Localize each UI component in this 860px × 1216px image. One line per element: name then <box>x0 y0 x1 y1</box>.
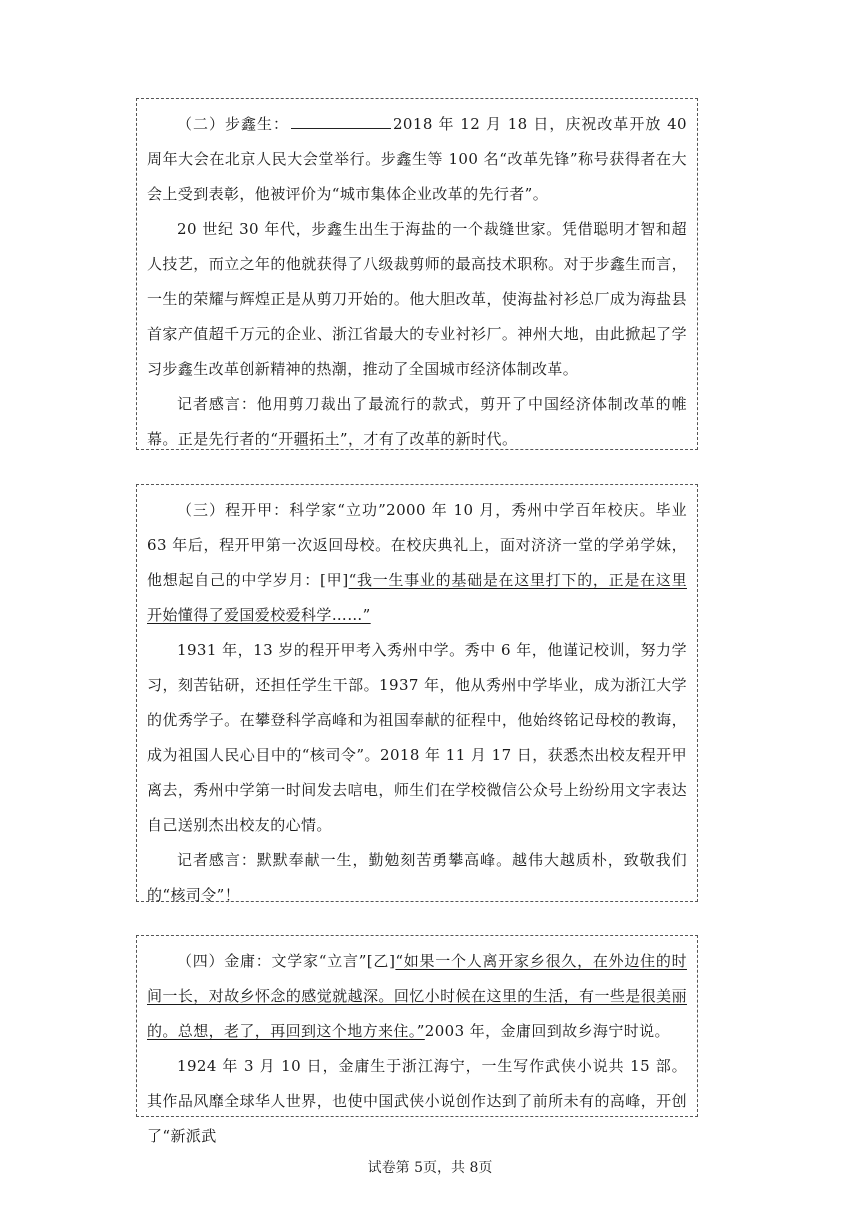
section-4-box <box>136 935 698 1145</box>
section-4-heading: （四）金庸：文学家“立言”[乙]“如果一个人离开家乡很久，在外边住的时间一长，对故乡怀念的感觉就越深。回忆小时候在这里的生活，有一些是很美丽的。总想，老了，再回到这个地方来住。”2003 年，金庸回到故乡海宁时说。 <box>147 952 687 1040</box>
section-3-para-2: 记者感言：默默奉献一生，勤勉刻苦勇攀高峰。越伟大越质朴，致敬我们的“核司令”！ <box>147 851 687 904</box>
quote-yi: “如果一个人离开家乡很久，在外边住的时间一长，对故乡怀念的感觉就越深。回忆小时候在这里的生活，有一些是很美丽的。总想，老了，再回到这个地方来住。” <box>147 952 687 1040</box>
page-footer: 试卷第 5页，共 8页 <box>367 1160 493 1176</box>
quote-jia: “我一生事业的基础是在这里打下的，正是在这里开始懂得了爱国爱校爱科学……” <box>147 571 687 624</box>
section-2-box <box>136 98 698 450</box>
section-2-para-2: 记者感言：他用剪刀裁出了最流行的款式，剪开了中国经济体制改革的帷幕。正是先行者的“开疆拓土”，才有了改革的新时代。 <box>147 395 687 448</box>
section-4-para-1: 1924 年 3 月 10 日，金庸生于浙江海宁，一生写作武侠小说共 15 部。其作品风靡全球华人世界，也使中国武侠小说创作达到了前所未有的高峰，开创了“新派武 <box>147 1057 687 1145</box>
section-3-heading: （三）程开甲：科学家“立功”2000 年 10 月，秀州中学百年校庆。毕业 63 年后，程开甲第一次返回母校。在校庆典礼上，面对济济一堂的学弟学妹，他想起自己的中学岁月：[甲]“我一生事业的基础是在这里打下的，正是在这里开始懂得了爱国爱校爱科学……” <box>147 501 687 624</box>
answer-blank[interactable] <box>291 114 391 129</box>
section-2-heading: （二）步鑫生： 2018 年 12 月 18 日，庆祝改革开放 40 周年大会在北京人民大会堂举行。步鑫生等 100 名“改革先锋”称号获得者在大会上受到表彰，他被评价为“城市集体企业改革的先行者”。 <box>147 115 687 203</box>
section-3-box <box>136 484 698 902</box>
section-3-para-1: 1931 年，13 岁的程开甲考入秀州中学。秀中 6 年，他谨记校训，努力学习，刻苦钻研，还担任学生干部。1937 年，他从秀州中学毕业，成为浙江大学的优秀学子。在攀登科学高峰和为祖国奉献的征程中，他始终铭记母校的教诲，成为祖国人民心目中的“核司令”。2018 年 11 月 17 日，获悉杰出校友程开甲离去，秀州中学第一时间发去唁电，师生们在学校微信公众号上纷纷用文字表达自己送别杰出校友的心情。 <box>147 641 687 834</box>
section-2-para-1: 20 世纪 30 年代，步鑫生出生于海盐的一个裁缝世家。凭借聪明才智和超人技艺，而立之年的他就获得了八级裁剪师的最高技术职称。对于步鑫生而言，一生的荣耀与辉煌正是从剪刀开始的。他大胆改革，使海盐衬衫总厂成为海盐县首家产值超千万元的企业、浙江省最大的专业衬衫厂。神州大地，由此掀起了学习步鑫生改革创新精神的热潮，推动了全国城市经济体制改革。 <box>147 220 687 378</box>
